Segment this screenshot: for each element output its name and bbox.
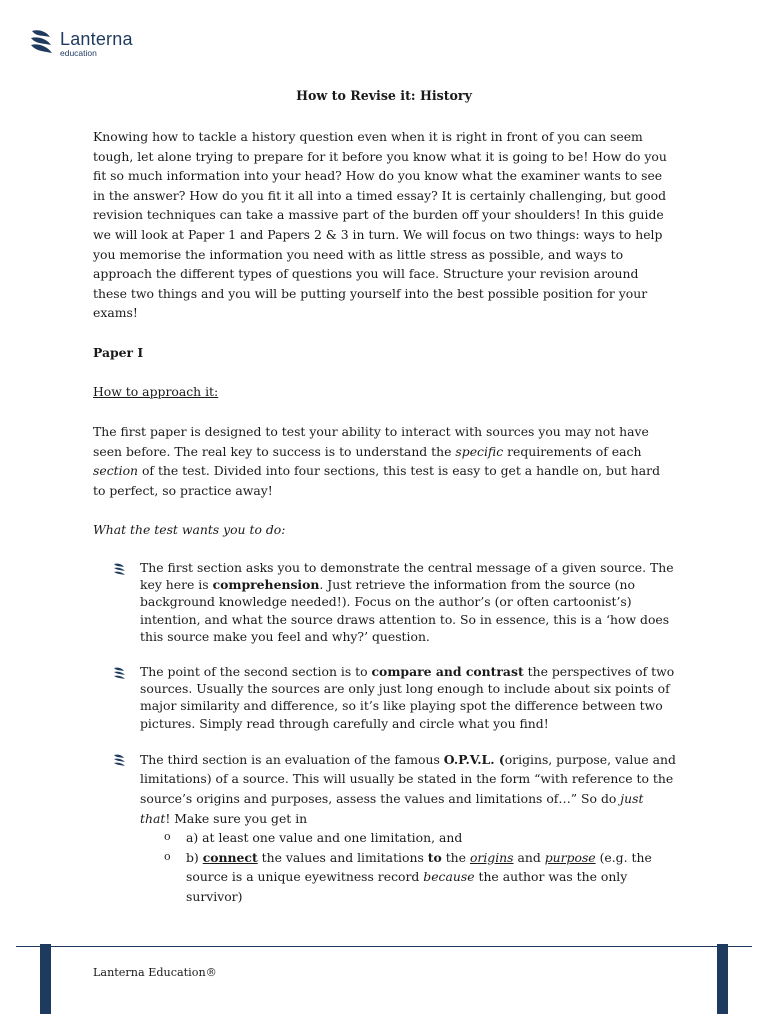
wing-bullet-icon: [113, 753, 127, 767]
approach-em-section: section: [93, 463, 139, 479]
approach-text-3: of the test. Divided into four sections, this test is easy to get a handle on, but hard to perfect, so practice away!: [93, 463, 661, 498]
sub-list: [140, 828, 676, 906]
sub2-connect: connect: [202, 849, 258, 865]
bullet1-bold: comprehension: [212, 577, 320, 593]
brand-name: Lanterna: [60, 29, 133, 49]
bullet3-text-a: The third section is an evaluation of the famous: [140, 751, 444, 767]
bullet2-text-c: the perspectives of two sources. Usually the sources are only just long enough to include about six points of major similarity and difference, so it’s like playing spot the difference between two pictures. Simply read through carefully and circle what you find!: [140, 664, 675, 731]
bullet3-text-e: ! Make sure you get in: [165, 810, 308, 826]
list-item: [93, 663, 676, 732]
sub2-text-i: (e.g. the source is a unique eyewitness record: [186, 849, 652, 885]
list-item: [93, 559, 676, 645]
list-item: [93, 750, 676, 907]
brand-logo: [28, 25, 138, 61]
bullet3-bold: O.P.V.L. (: [443, 751, 505, 767]
bullet3-text-c: origins, purpose, value and limitations) of a source. This will usually be stated in the form “with reference to the source’s origins and purposes, assess the values and limitations of…” So do: [140, 751, 676, 807]
bullet2-text-a: The point of the second section is to: [140, 664, 372, 680]
wing-bullet-icon: [113, 562, 127, 576]
footer-text: Lanterna Education®: [93, 966, 217, 979]
intro-section: [93, 127, 676, 323]
brand-sub: education: [60, 48, 97, 58]
sub2-purpose: purpose: [544, 849, 596, 865]
sub2-text-e: the: [441, 849, 470, 865]
document-title: How to Revise it: History: [296, 88, 472, 103]
footer-bar-left: [40, 944, 51, 1014]
approach-paragraph: [93, 422, 676, 500]
wants-heading-block: [93, 520, 676, 540]
approach-section: [93, 422, 676, 500]
sub2-text-k: the author was the only survivor): [186, 869, 628, 904]
paper1-heading-block: [93, 343, 676, 363]
bullet2-bold: compare and contrast: [371, 664, 524, 680]
wing-bullet-icon: [113, 666, 127, 680]
sub2-text-c: the values and limitations: [257, 849, 428, 865]
list-item: o a) at least one value and one limitation, and: [140, 828, 676, 848]
approach-heading-block: [93, 382, 676, 402]
paper1-heading: Paper I: [93, 345, 144, 360]
sub2-text-a: b): [186, 849, 203, 865]
bullet-list-block: [93, 559, 676, 907]
sub2-to: to: [427, 849, 442, 865]
bullet3-em: just that: [140, 791, 644, 826]
approach-em-specific: specific: [455, 443, 504, 459]
wants-heading: What the test wants you to do:: [93, 522, 286, 537]
sub2-because: because: [423, 869, 475, 885]
footer-divider: [16, 946, 752, 947]
sub2-text-g: and: [513, 849, 545, 865]
list-item: [140, 848, 676, 907]
bullet-list: [93, 559, 676, 907]
sub2-origins: origins: [469, 849, 514, 865]
bullet1-text-c: . Just retrieve the information from the source (no background knowledge needed!). Focus on the author’s (or often cartoonist’s) intention, and what the source draws attention to. So in essence, this is a ‘how does this source make you feel and why?’ question.: [140, 577, 670, 644]
approach-text-1: The first paper is designed to test your ability to interact with sources you may not have seen before. The real key to success is to understand the: [93, 424, 649, 459]
footer-bar-right: [717, 944, 728, 1014]
intro-paragraph: Knowing how to tackle a history question even when it is right in front of you can seem tough, let alone trying to prepare for it before you know what it is going to be! How do you fit so much information into your head? How do you know what the examiner wants to see in the answer? How do you fit it all into a timed essay? It is certainly challenging, but good revision techniques can take a massive part of the burden off your shoulders! In this guide we will look at Paper 1 and Papers 2 & 3 in turn. We will focus on two things: ways to help you memorise the information you need with as little stress as possible, and ways to approach the different types of questions you will face. Structure your revision around these two things and you will be putting yourself into the best possible position for your exams!: [93, 129, 667, 321]
approach-text-2: requirements of each: [503, 443, 642, 459]
approach-heading: How to approach it:: [93, 384, 219, 399]
lanterna-wing-logo-icon: [28, 25, 56, 59]
bullet1-text-a: The first section asks you to demonstrate the central message of a given source. The key here is: [140, 560, 674, 593]
